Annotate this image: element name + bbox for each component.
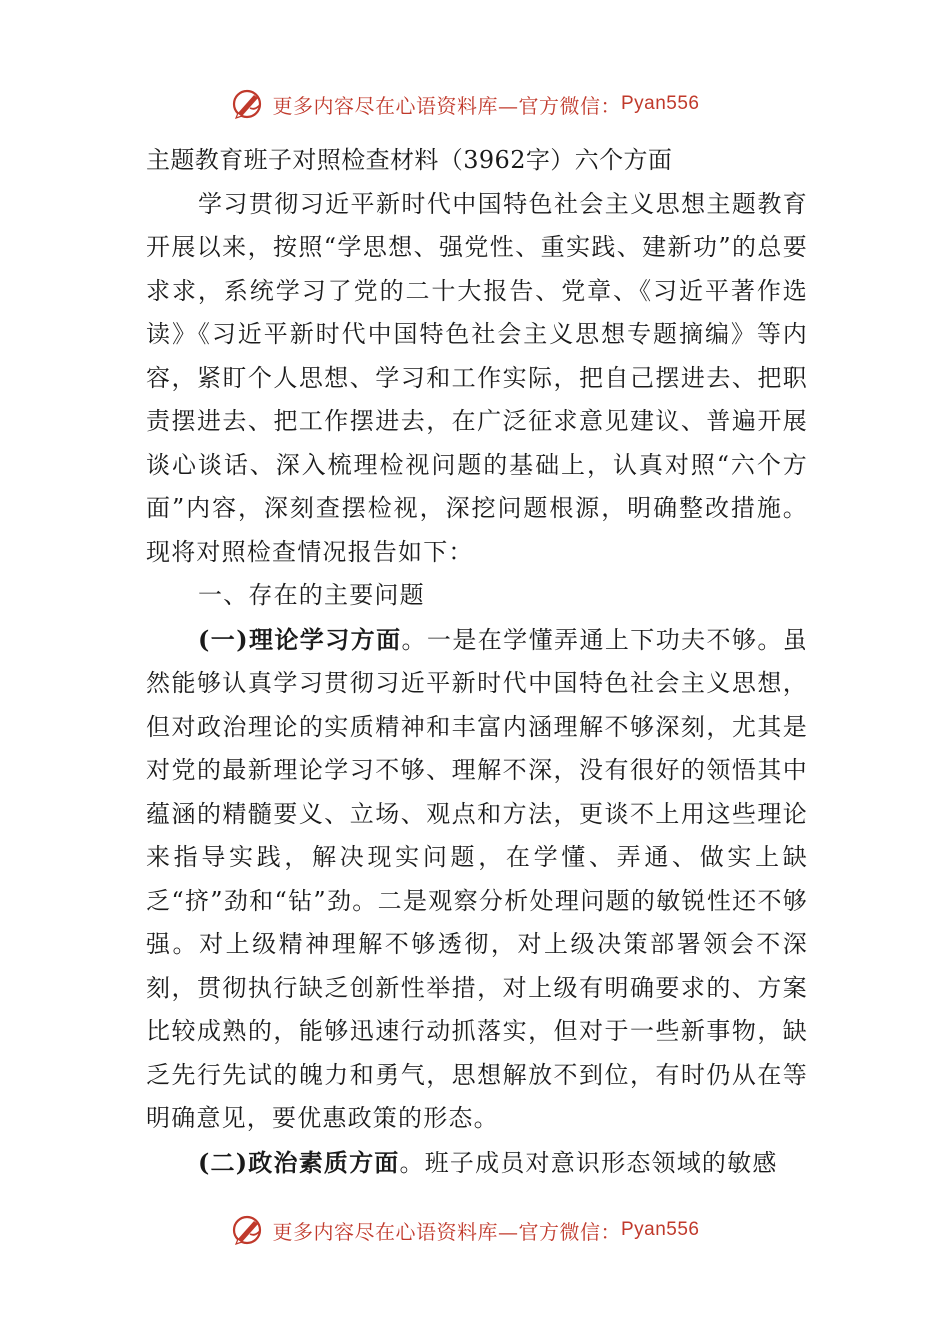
item-political-quality bbox=[146, 1141, 808, 1186]
watermark-header bbox=[0, 84, 950, 124]
section-heading-problems: 一、存在的主要问题 bbox=[198, 581, 425, 609]
watermark-wechat-id: Pyan556 bbox=[620, 1219, 700, 1240]
watermark-wechat-id: Pyan556 bbox=[620, 93, 700, 114]
watermark-text: 更多内容尽在心语资料库—官方微信： bbox=[272, 93, 621, 118]
watermark-footer bbox=[0, 1210, 950, 1250]
document-body bbox=[146, 139, 808, 1185]
document-title: 主题教育班子对照检查材料（3962字）六个方面 bbox=[146, 146, 673, 174]
intro-paragraph: 学习贯彻习近平新时代中国特色社会主义思想主题教育开展以来，按照“学思想、强党性、重实践、建新功”的总要求求，系统学习了党的二十大报告、党章、《习近平著作选读》《习近平新时代中国特色社会主义思想专题摘编》等内容，紧盯个人思想、学习和工作实际，把自己摆进去、把职责摆进去、把工作摆进去，在广泛征求意见建议、普遍开展谈心谈话、深入梳理检视问题的基础上，认真对照“六个方面”内容，深刻查摆检视，深挖问题根源，明确整改措施。现将对照检查情况报告如下： bbox=[146, 189, 808, 566]
pen-logo-icon bbox=[230, 1212, 266, 1248]
item-political-quality-label: (二)政治素质方面 bbox=[198, 1147, 400, 1177]
item-theory-study-label: (一)理论学习方面 bbox=[198, 624, 402, 654]
item-political-quality-text: 。班子成员对意识形态领域的敏感 bbox=[399, 1148, 778, 1177]
item-theory-study bbox=[146, 618, 808, 1141]
watermark-text: 更多内容尽在心语资料库—官方微信： bbox=[272, 1219, 621, 1244]
item-theory-study-text: 。一是在学懂弄通上下功夫不够。虽然能够认真学习贯彻习近平新时代中国特色社会主义思想，但对政治理论的实质精神和丰富内涵理解不够深刻，尤其是对党的最新理论学习不够、理解不深，没有很好的领悟其中蕴涵的精髓要义、立场、观点和方法，更谈不上用这些理论来指导实践，解决现实问题，在学懂、弄通、做实上缺乏“挤”劲和“钻”劲。二是观察分析处理问题的敏锐性还不够强。对上级精神理解不够透彻，对上级决策部署领会不深刻，贯彻执行缺乏创新性举措，对上级有明确要求的、方案比较成熟的，能够迅速行动抓落实，但对于一些新事物，缺乏先行先试的魄力和勇气，思想解放不到位，有时仍从在等明确意见，要优惠政策的形态。 bbox=[146, 625, 808, 1132]
pen-logo-icon bbox=[230, 86, 266, 122]
